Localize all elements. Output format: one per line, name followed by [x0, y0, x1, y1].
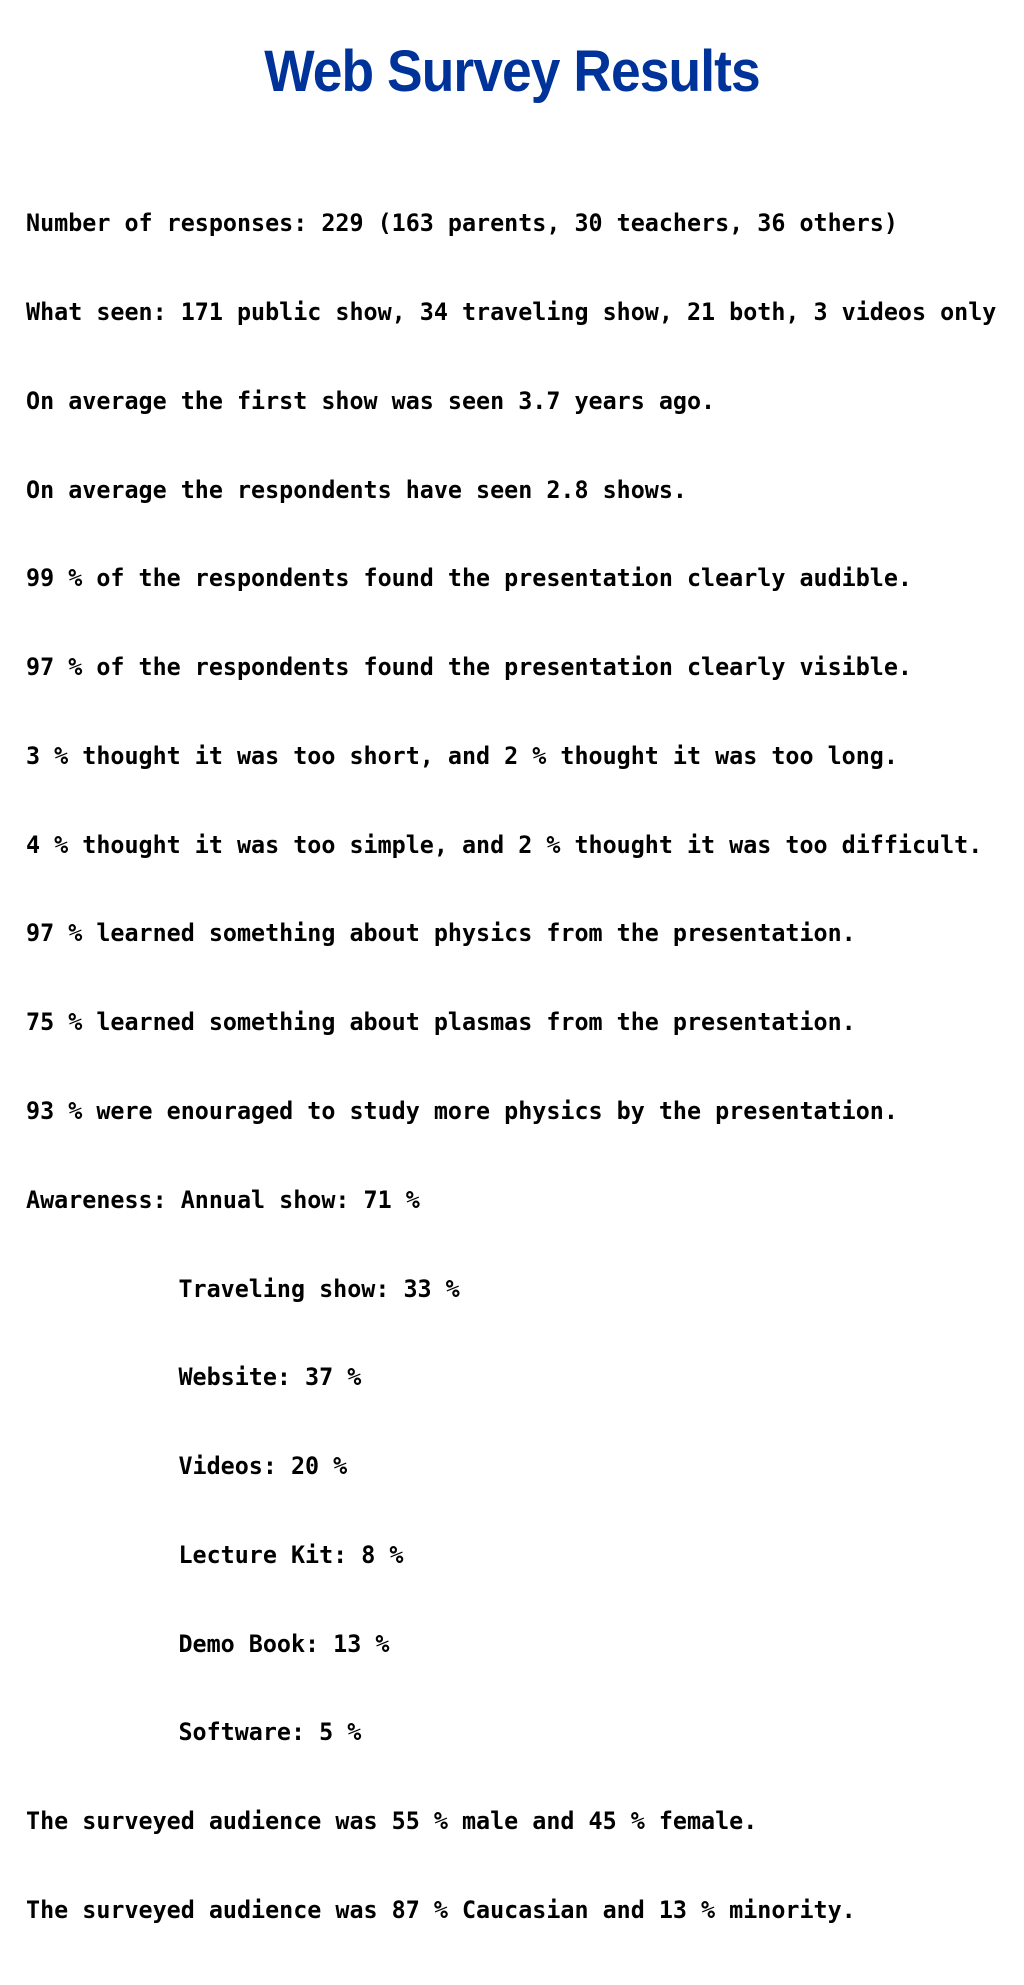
text-line-encouraged: 93 % were enouraged to study more physics by the presentation. — [26, 1097, 898, 1125]
slide-title: Web Survey Results — [264, 39, 760, 104]
text-line-audible: 99 % of the respondents found the presentation clearly audible. — [26, 564, 912, 593]
text-line-what-seen: What seen: 171 public show, 34 traveling show, 21 both, 3 videos only — [26, 297, 997, 326]
text-line-visible: 97 % of the respondents found the presentation clearly visible. — [26, 653, 912, 682]
text-line-length: 3 % thought it was too short, and 2 % thought it was too long. — [26, 741, 898, 770]
text-line-ethnicity: The surveyed audience was 87 % Caucasian and 13 % minority. — [26, 1896, 856, 1925]
text-line-responses: Number of responses: 229 (163 parents, 30 teachers, 36 others) — [26, 209, 898, 238]
text-line-first-show: On average the first show was seen 3.7 years ago. — [26, 386, 716, 415]
text-line-physics: 97 % learned something about physics from the presentation. — [26, 919, 856, 948]
awareness-item-lecture-kit: Lecture Kit: 8 % — [178, 1540, 404, 1569]
awareness-item-traveling: Traveling show: 33 % — [178, 1274, 460, 1303]
text-line-plasmas: 75 % learned something about plasmas from the presentation. — [26, 1008, 856, 1037]
text-line-difficulty: 4 % thought it was too simple, and 2 % thought it was too difficult. — [26, 830, 983, 859]
awareness-item-software: Software: 5 % — [178, 1718, 362, 1747]
text-line-gender: The surveyed audience was 55 % male and 45 % female. — [26, 1807, 758, 1836]
text-line-shows-seen: On average the respondents have seen 2.8 shows. — [26, 475, 687, 504]
text-line-awareness: Awareness: Annual show: 71 % — [26, 1185, 420, 1214]
survey-text — [26, 150, 1016, 1985]
awareness-item-videos: Videos: 20 % — [178, 1452, 348, 1481]
awareness-item-demo-book: Demo Book: 13 % — [178, 1629, 390, 1658]
awareness-item-website: Website: 37 % — [178, 1363, 362, 1392]
